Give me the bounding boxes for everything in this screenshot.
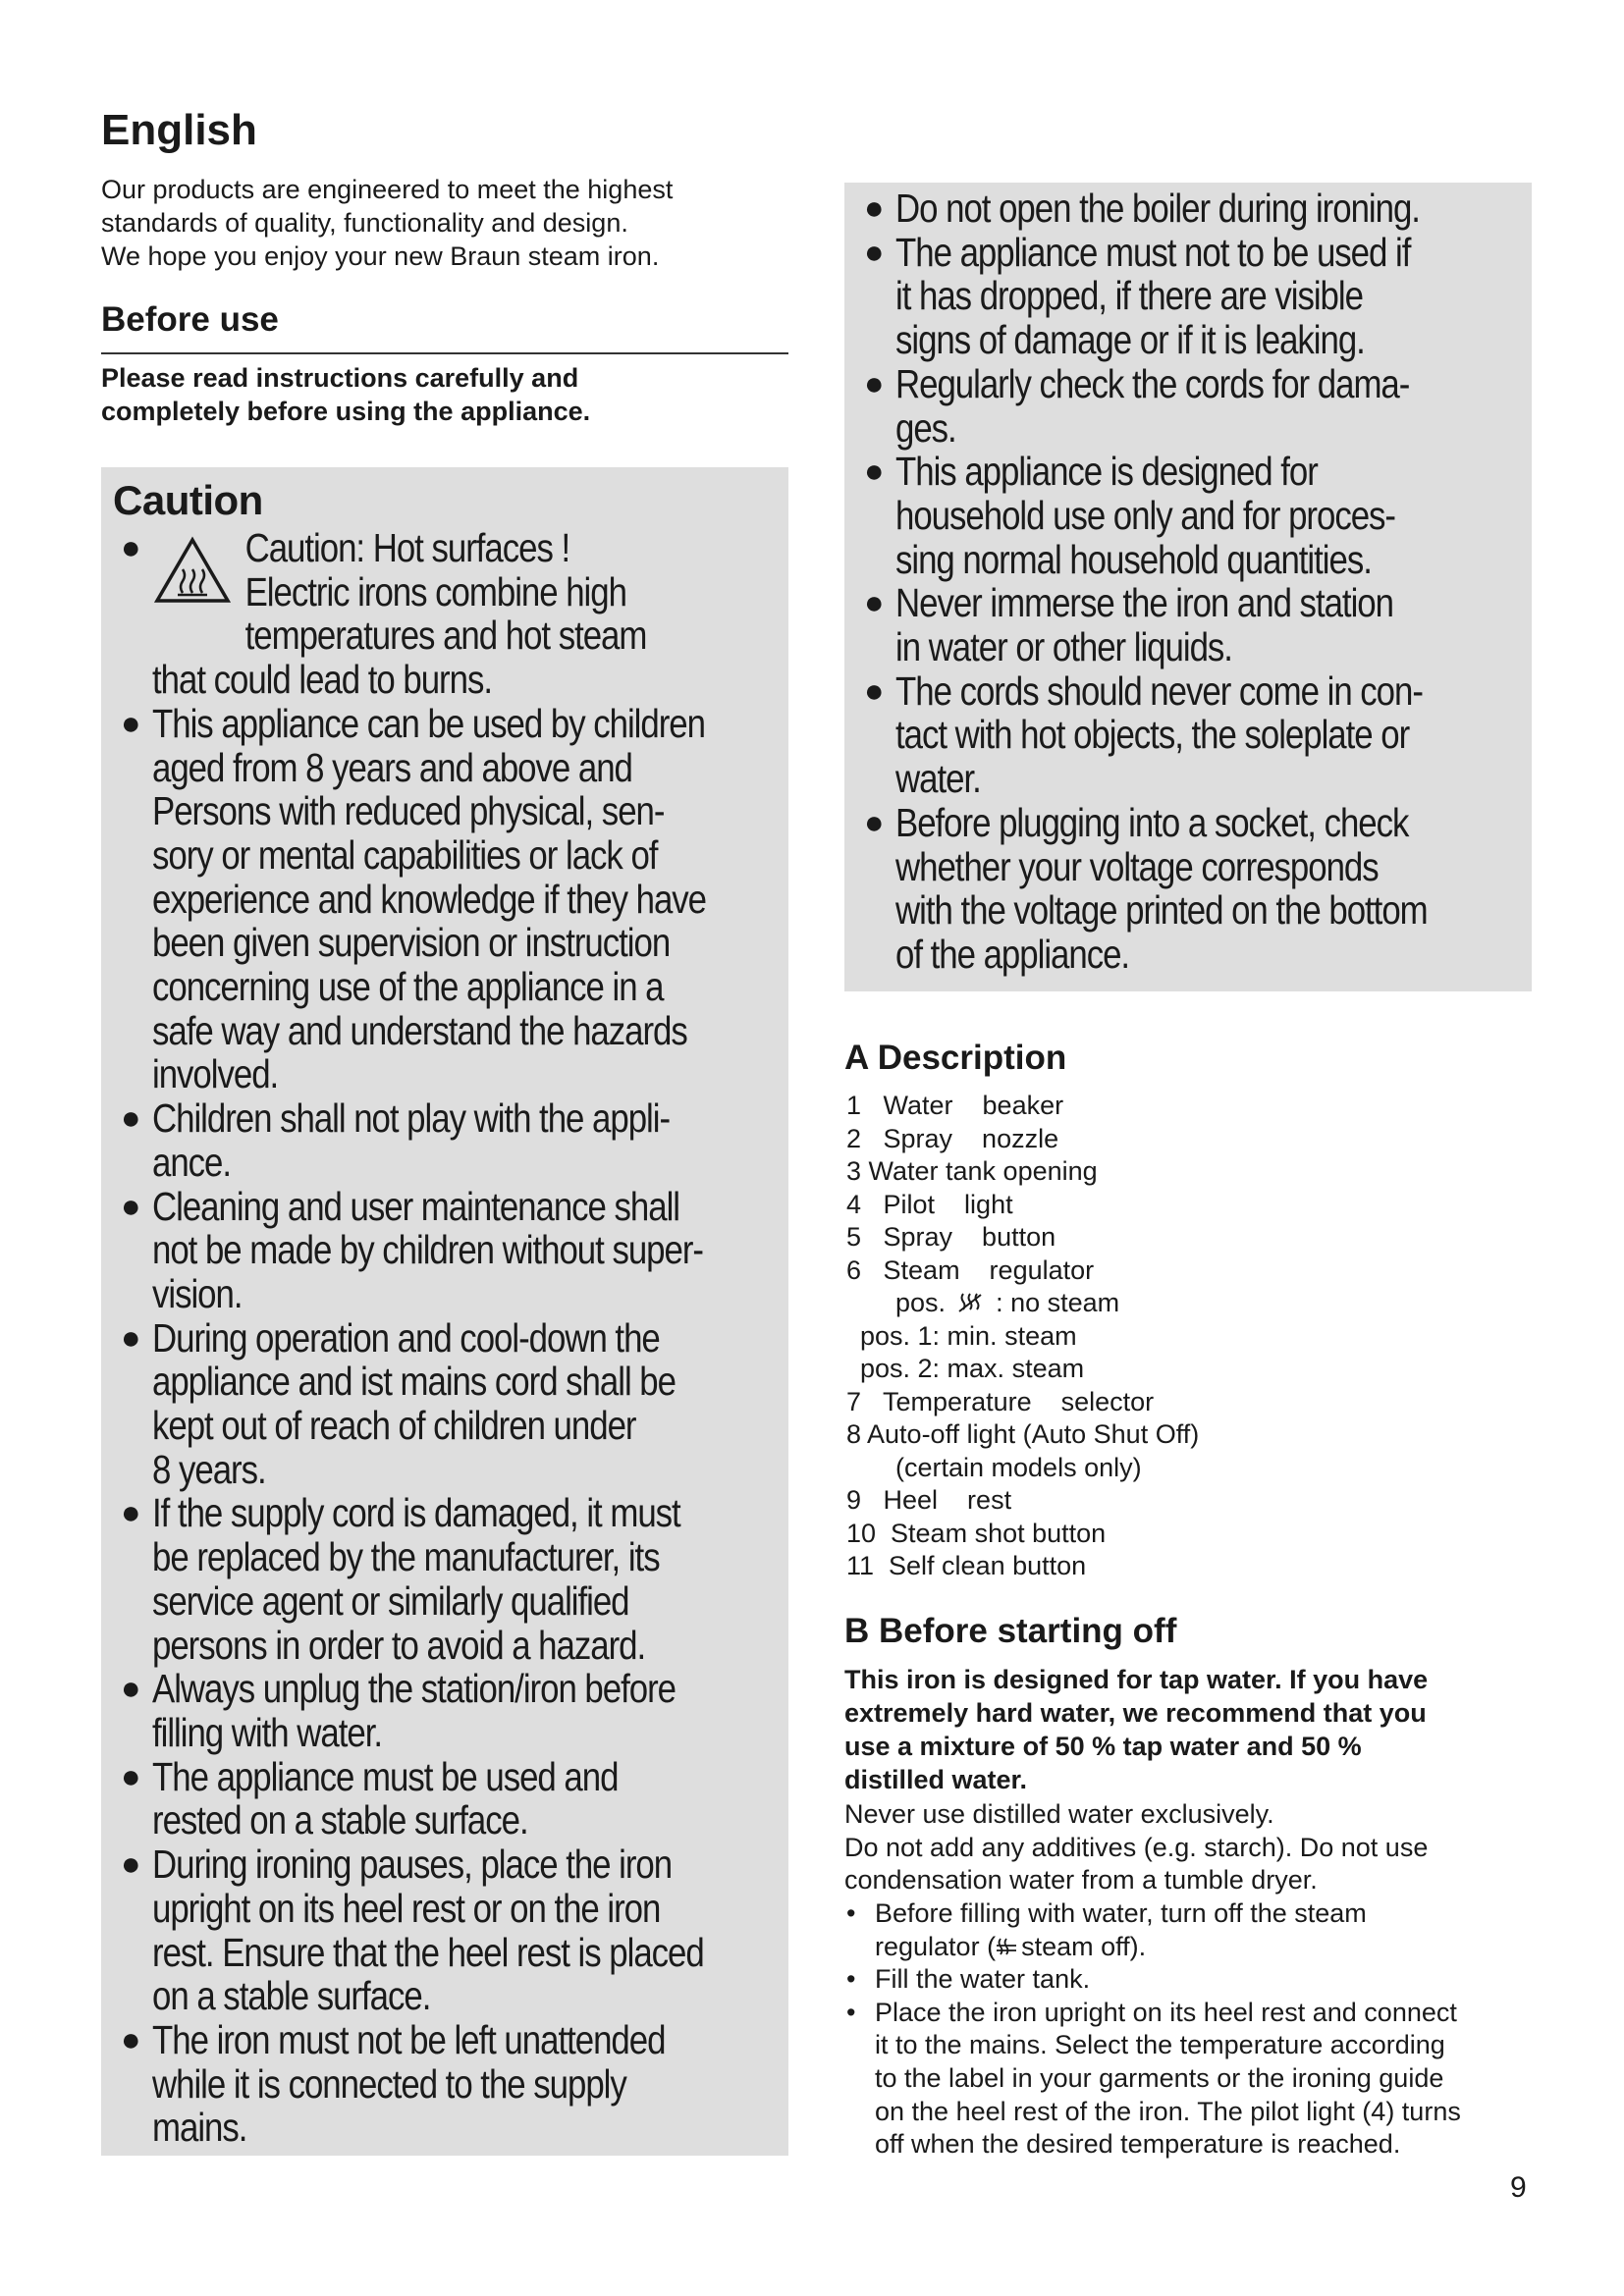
list-item: 6 Steam regulator [846,1255,1095,1285]
before-use-text: Please read instructions carefully and completely before using the appliance. [101,363,591,426]
before-starting-title: B Before starting off [844,1612,1177,1650]
list-item: pos. 2: max. steam [860,1354,1085,1383]
list-item: 3 Water tank opening [846,1156,1098,1186]
list-item: 4 Pilot light [846,1189,1013,1219]
list-item: 7 Temperature selector [846,1386,1155,1416]
before-starting-bold-text: This iron is designed for tap water. If you have extremely hard water, we recommend that you use a mixture of 50 % tap water and 50 % distilled water. [844,1665,1429,1794]
list-item: • Before filling with water, turn off the steam regulator ( steam off). [846,1898,1367,1961]
intro-text: Our products are engineered to meet the highest standards of quality, functionality and design. We hope you enjoy your new Braun steam iron. [101,175,674,271]
list-item: ● If the supply cord is damaged, it must be replaced by the manufacturer, its service agent or similarly qualified persons in order to avoid a hazard. [121,1490,680,1668]
list-item: pos. : no steam [895,1288,1120,1317]
caution-box [101,467,788,2156]
before-starting-text: Never use distilled water exclusively. Do not add any additives (e.g. starch). Do not use condensation water from a tumble dryer. [844,1799,1429,1896]
list-item: ● Children shall not play with the appli- ance. [121,1095,671,1185]
before-starting-list [844,1897,1571,2162]
list-item: ● Never immerse the iron and station in water or other liquids. [864,580,1393,670]
caution-continued-list [856,187,1520,977]
list-item: ● Caution: Hot surfaces ! Electric irons combine high temperatures and hot steam that could lead to burns. [121,525,647,703]
list-item: • Place the iron upright on its heel rest and connect it to the mains. Select the temperature according to the label in your garments or the ironing guide on the heel rest of the iron. The pilot light (4) turns off when the desired temperature is reached. [846,1997,1461,2160]
list-item: 10 Steam shot button [846,1518,1107,1548]
list-item: 2 Spray nozzle [846,1123,1059,1153]
list-item: 9 Heel rest [846,1485,1012,1515]
caution-list [113,526,777,2150]
list-item: ● Regularly check the cords for dama- ges. [864,360,1410,451]
list-item: 11 Self clean button [846,1551,1087,1580]
list-item: ● During operation and cool-down the appliance and ist mains cord shall be kept out of reach of children under 8 years. [121,1314,676,1492]
list-item: ● Always unplug the station/iron before filling with water. [121,1666,676,1755]
list-item: pos. 1: min. steam [860,1320,1077,1351]
list-item: 1 Water beaker [846,1091,1064,1120]
caution-title: Caution [113,477,263,523]
list-item: ● Before plugging into a socket, check whether your voltage corresponds with the voltage printed on the bottom of the appliance. [864,799,1428,977]
description-title: A Description [844,1039,1067,1077]
list-item: ● The iron must not be left unattended while it is connected to the supply mains. [121,2016,666,2151]
list-item: ● The cords should never come in con- tact with hot objects, the soleplate or water. [864,667,1423,802]
list-item: ● The appliance must be used and rested on a stable surface. [121,1753,619,1843]
caution-continued-box [844,183,1532,991]
list-item: ● This appliance is designed for household use only and for proces- sing normal household quantities. [864,449,1395,582]
list-item: ● Cleaning and user maintenance shall not be made by children without super- vision. [121,1183,703,1316]
before-use-title: Before use [101,300,279,339]
list-item: ● The appliance must not to be used if it has dropped, if there are visible signs of damage or if it is leaking. [864,229,1411,363]
divider [101,352,788,354]
list-item: 5 Spray button [846,1222,1056,1252]
description-list [846,1090,1199,1583]
list-item: • Fill the water tank. [846,1964,1091,1995]
list-item: (certain models only) [895,1452,1142,1482]
page-number: 9 [1510,2171,1527,2204]
list-item: ● This appliance can be used by children aged from 8 years and above and Persons with reduced physical, sen- sory or mental capabilities or lack of experience and knowledge if they have been given supervision or instruction concerning use of the appliance in a safe way and understand the hazards involved. [121,700,707,1097]
list-item: 8 Auto-off light (Auto Shut Off) [846,1419,1200,1449]
list-item: ● Do not open the boiler during ironing. [864,186,1420,231]
no-steam-icon [957,1291,983,1314]
language-title: English [101,106,257,154]
list-item: ● During ironing pauses, place the iron upright on its heel rest or on the iron rest. Ensure that the heel rest is placed on a stable surface. [121,1842,704,2019]
steam-off-icon [996,1937,1017,1958]
